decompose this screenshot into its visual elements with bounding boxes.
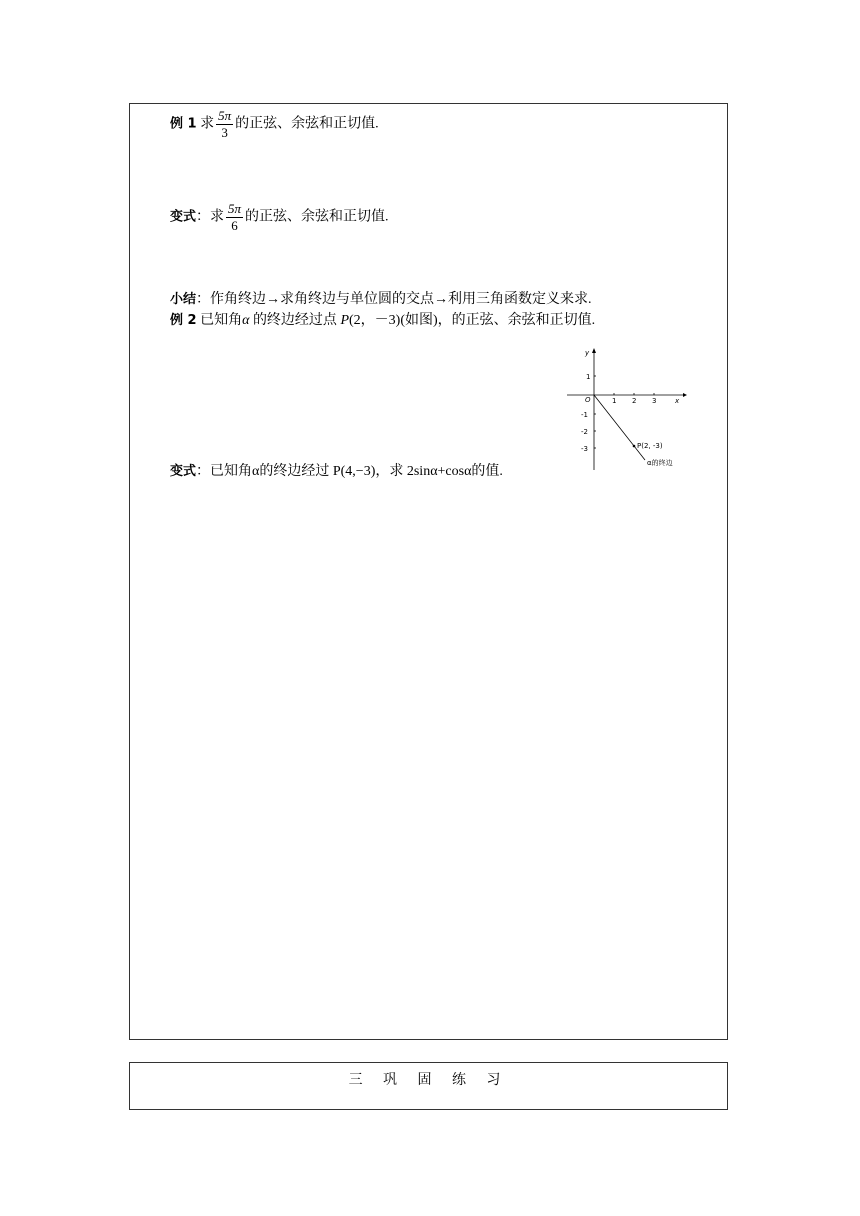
example-2-text-c: (2，－3)(如图)，的正弦、余弦和正切值. xyxy=(349,313,596,328)
variant-1-post: 的正弦、余弦和正切值. xyxy=(245,209,389,225)
section-title: 三 巩 固 练 习 xyxy=(348,1072,509,1088)
fraction-numerator: 5π xyxy=(228,201,242,216)
summary xyxy=(170,291,592,309)
variant-1-fraction xyxy=(226,201,243,234)
example-1-fraction xyxy=(216,108,233,141)
point-p xyxy=(633,445,636,448)
ray-label: α的终边 xyxy=(647,459,673,467)
x-axis-label: x xyxy=(675,397,680,405)
example-2 xyxy=(170,312,595,330)
variant-2-label: 变式 xyxy=(170,464,197,479)
fraction-denominator: 3 xyxy=(221,125,228,140)
variant-1-colon: ：求 xyxy=(196,209,225,225)
y-tick-label: -3 xyxy=(581,445,588,453)
example-1-pre: 求 xyxy=(196,116,215,132)
example-1-label: 例 1 xyxy=(170,116,197,132)
point-p-label: P(2, -3) xyxy=(637,442,663,450)
fraction-numerator: 5π xyxy=(218,108,232,123)
x-axis-arrow xyxy=(683,393,687,397)
example-1 xyxy=(170,108,379,141)
variant-1 xyxy=(170,201,389,234)
variant-2 xyxy=(170,463,503,481)
section-box xyxy=(129,1062,728,1110)
fraction-denominator: 6 xyxy=(231,218,238,233)
example-2-label: 例 2 xyxy=(170,313,197,328)
variant-1-label: 变式 xyxy=(170,209,197,225)
summary-label: 小结 xyxy=(170,292,197,307)
example-2-text-b: 的终边经过点 xyxy=(249,313,341,328)
alpha-symbol: α xyxy=(242,313,250,328)
point-variable: P xyxy=(340,313,349,328)
terminal-ray xyxy=(594,395,645,460)
x-tick-label: 3 xyxy=(652,397,657,405)
x-tick-label: 2 xyxy=(632,397,637,405)
variant-2-text: ：已知角α的终边经过 P(4,−3)，求 2sinα+cosα的值. xyxy=(196,464,503,479)
y-tick-label: 1 xyxy=(586,373,591,381)
origin-label: O xyxy=(585,396,591,404)
y-axis-label: y xyxy=(585,349,590,357)
terminal-side-graph xyxy=(565,345,690,475)
x-tick-label: 1 xyxy=(612,397,617,405)
y-tick-label: -2 xyxy=(581,428,588,436)
content-box xyxy=(129,103,728,1040)
summary-text: ：作角终边→求角终边与单位圆的交点→利用三角函数定义来求. xyxy=(196,292,592,307)
example-1-post: 的正弦、余弦和正切值. xyxy=(235,116,379,132)
y-axis-arrow xyxy=(592,348,596,353)
y-tick-label: -1 xyxy=(581,411,588,419)
example-2-text-a: 已知角 xyxy=(196,313,243,328)
